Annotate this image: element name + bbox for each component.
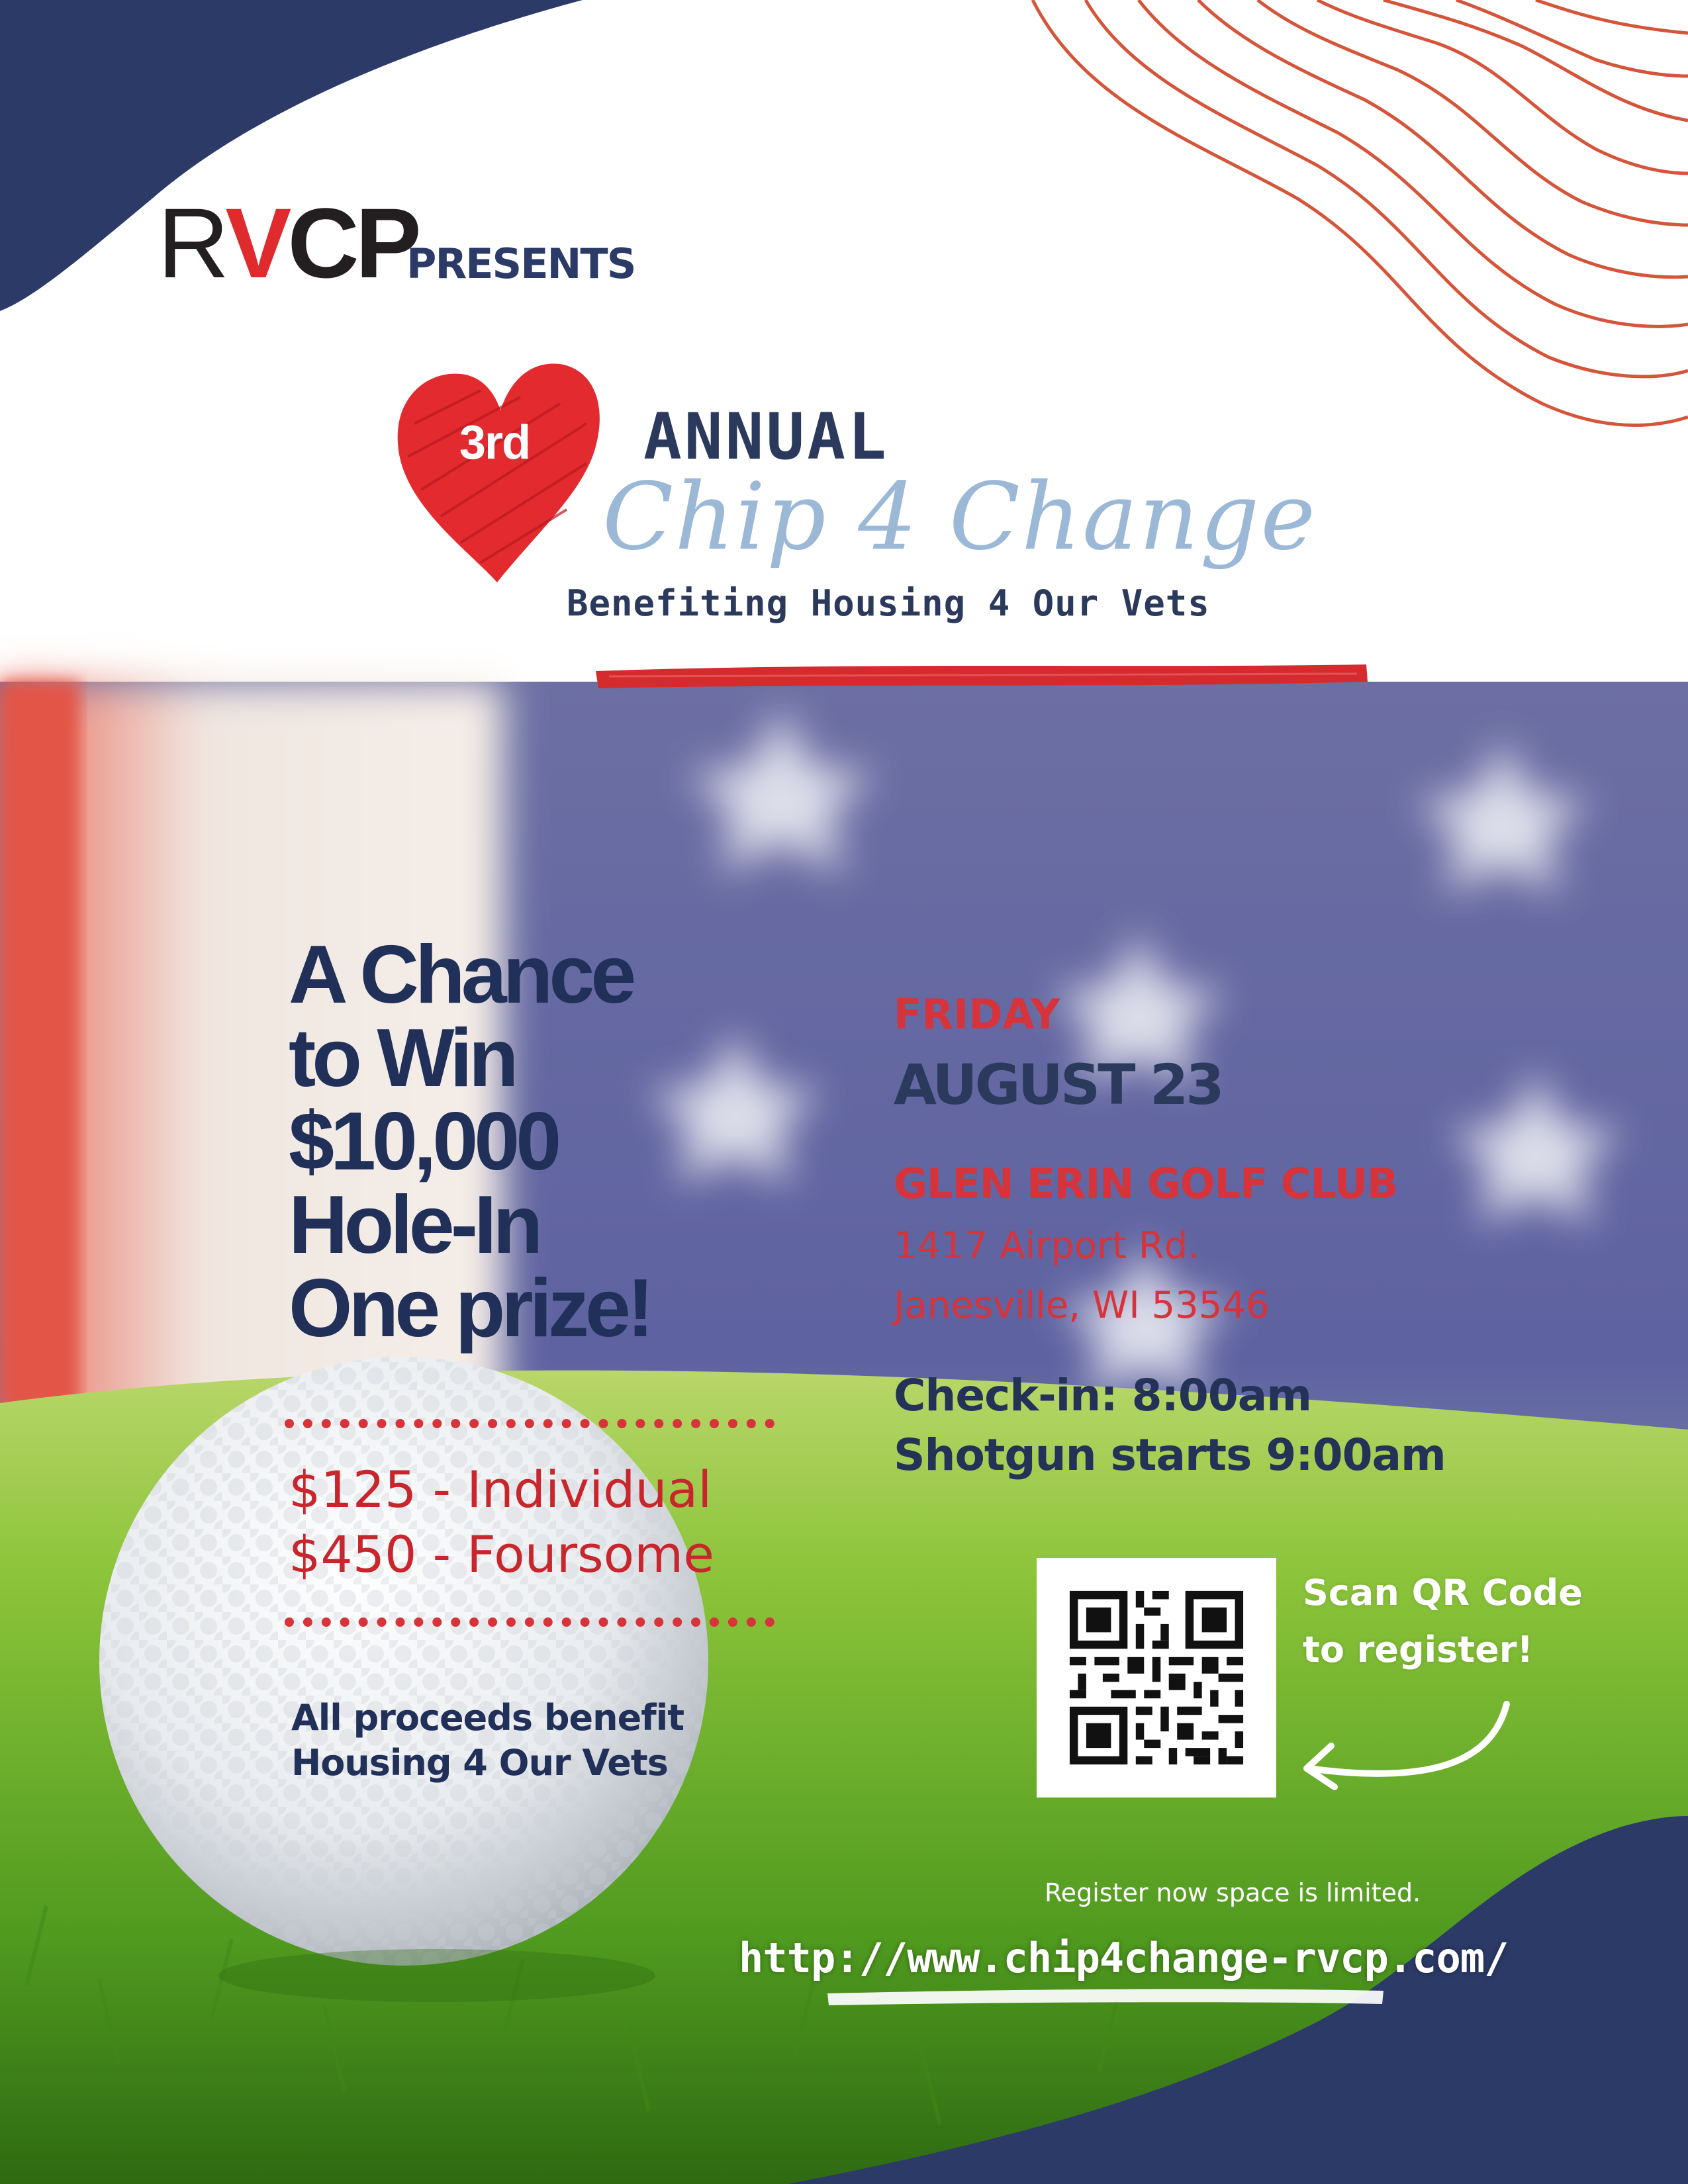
rvcp-logo: [158, 187, 418, 298]
scan-line: to register!: [1303, 1629, 1533, 1670]
prize-line: $10,000: [289, 1096, 558, 1187]
ordinal-label: 3rd: [459, 416, 530, 469]
checkin-time: Check-in: 8:00am: [894, 1370, 1312, 1421]
dotted-divider: [285, 1419, 774, 1428]
prize-headline: [289, 929, 765, 1354]
scan-line: Scan QR Code: [1303, 1572, 1583, 1614]
qr-code-icon: [1037, 1558, 1276, 1797]
event-name: Chip 4 Change: [602, 463, 1317, 571]
proceeds-note: [291, 1696, 684, 1786]
annual-label: ANNUAL: [643, 400, 889, 474]
event-day: FRIDAY: [894, 990, 1060, 1038]
venue-address-line1: 1417 Airport Rd.: [894, 1224, 1200, 1267]
scan-instructions: [1303, 1565, 1583, 1678]
register-note: Register now space is limited.: [1045, 1878, 1421, 1907]
event-date: AUGUST 23: [894, 1052, 1222, 1117]
event-subtitle: Benefiting Housing 4 Our Vets: [567, 582, 1210, 624]
logo-letters-cp: CP: [287, 187, 418, 298]
prize-line: One prize!: [289, 1263, 651, 1354]
dotted-divider: [285, 1617, 774, 1627]
qr-code[interactable]: [1037, 1558, 1276, 1797]
presents-label: PRESENTS: [406, 240, 635, 288]
logo-letter-r: R: [158, 187, 226, 298]
heart-icon: [388, 351, 606, 589]
registration-link[interactable]: http://www.chip4change-rvcp.com/: [739, 1934, 1509, 1982]
shotgun-time: Shotgun starts 9:00am: [894, 1430, 1446, 1480]
venue-name: GLEN ERIN GOLF CLUB: [894, 1160, 1398, 1208]
proceeds-line: All proceeds benefit: [291, 1697, 684, 1739]
curved-arrow-icon: [1295, 1694, 1520, 1807]
proceeds-line: Housing 4 Our Vets: [291, 1742, 668, 1784]
venue-address-line2: Janesville, WI 53546: [894, 1284, 1270, 1327]
prize-line: Hole-In: [289, 1179, 539, 1271]
logo-letter-v: V: [225, 187, 288, 298]
price-foursome: $450 - Foursome: [289, 1525, 714, 1584]
price-individual: $125 - Individual: [289, 1460, 712, 1519]
prize-line: A Chance: [289, 929, 633, 1021]
prize-line: to Win: [289, 1013, 515, 1104]
